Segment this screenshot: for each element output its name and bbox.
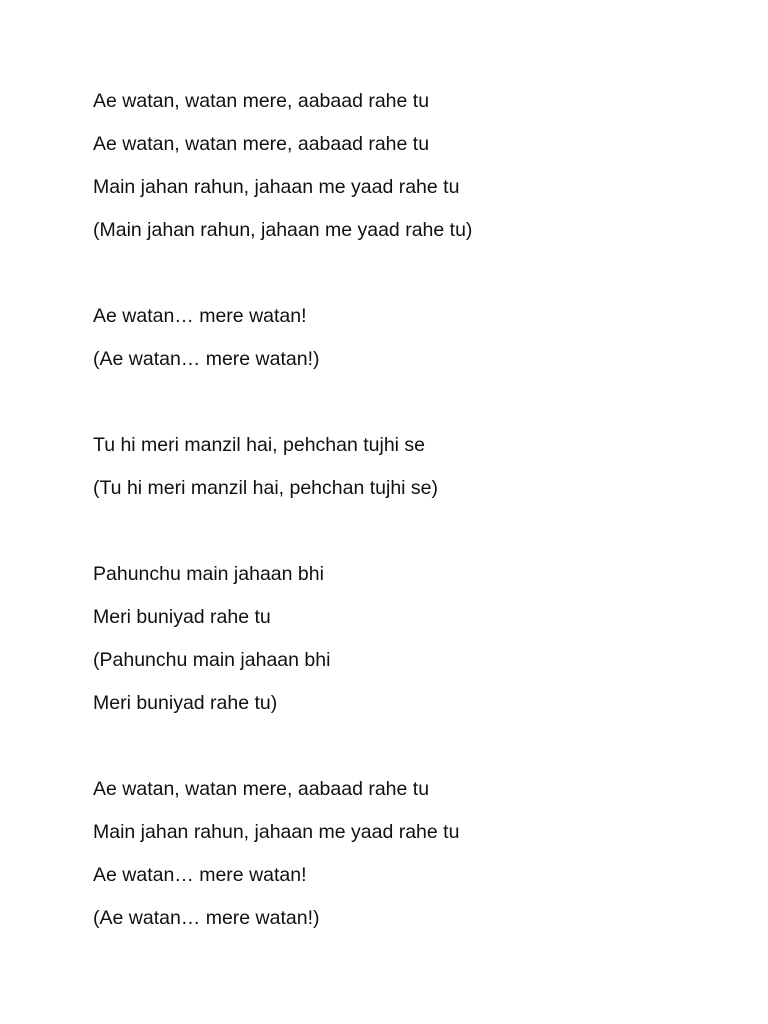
lyric-line: (Ae watan… mere watan!) <box>93 348 320 370</box>
stanza-5 <box>93 774 733 946</box>
lyric-line: Ae watan, watan mere, aabaad rahe tu <box>93 778 430 800</box>
stanza-4 <box>93 559 733 731</box>
stanza-3 <box>93 430 733 516</box>
stanza-gap <box>93 731 733 774</box>
stanza-gap <box>93 516 733 559</box>
stanza-2 <box>93 301 733 387</box>
lyric-line: (Pahunchu main jahaan bhi <box>93 649 331 671</box>
lyric-line: Ae watan… mere watan! <box>93 305 307 327</box>
lyric-line: Pahunchu main jahaan bhi <box>93 563 324 585</box>
lyric-line: Ae watan… mere watan! <box>93 864 307 886</box>
stanza-gap <box>93 387 733 430</box>
lyric-line: (Main jahan rahun, jahaan me yaad rahe tu) <box>93 219 473 241</box>
lyrics-body <box>93 86 733 946</box>
lyric-line: (Tu hi meri manzil hai, pehchan tujhi se) <box>93 477 439 499</box>
lyric-line: Meri buniyad rahe tu) <box>93 692 278 714</box>
lyric-line: Ae watan, watan mere, aabaad rahe tu <box>93 133 430 155</box>
stanza-gap <box>93 258 733 301</box>
lyric-line: Main jahan rahun, jahaan me yaad rahe tu <box>93 821 460 843</box>
stanza-1 <box>93 86 733 258</box>
lyric-line: Meri buniyad rahe tu <box>93 606 271 628</box>
lyric-line: (Ae watan… mere watan!) <box>93 907 320 929</box>
lyric-line: Tu hi meri manzil hai, pehchan tujhi se <box>93 434 426 456</box>
lyric-line: Ae watan, watan mere, aabaad rahe tu <box>93 90 430 112</box>
lyric-line: Main jahan rahun, jahaan me yaad rahe tu <box>93 176 460 198</box>
